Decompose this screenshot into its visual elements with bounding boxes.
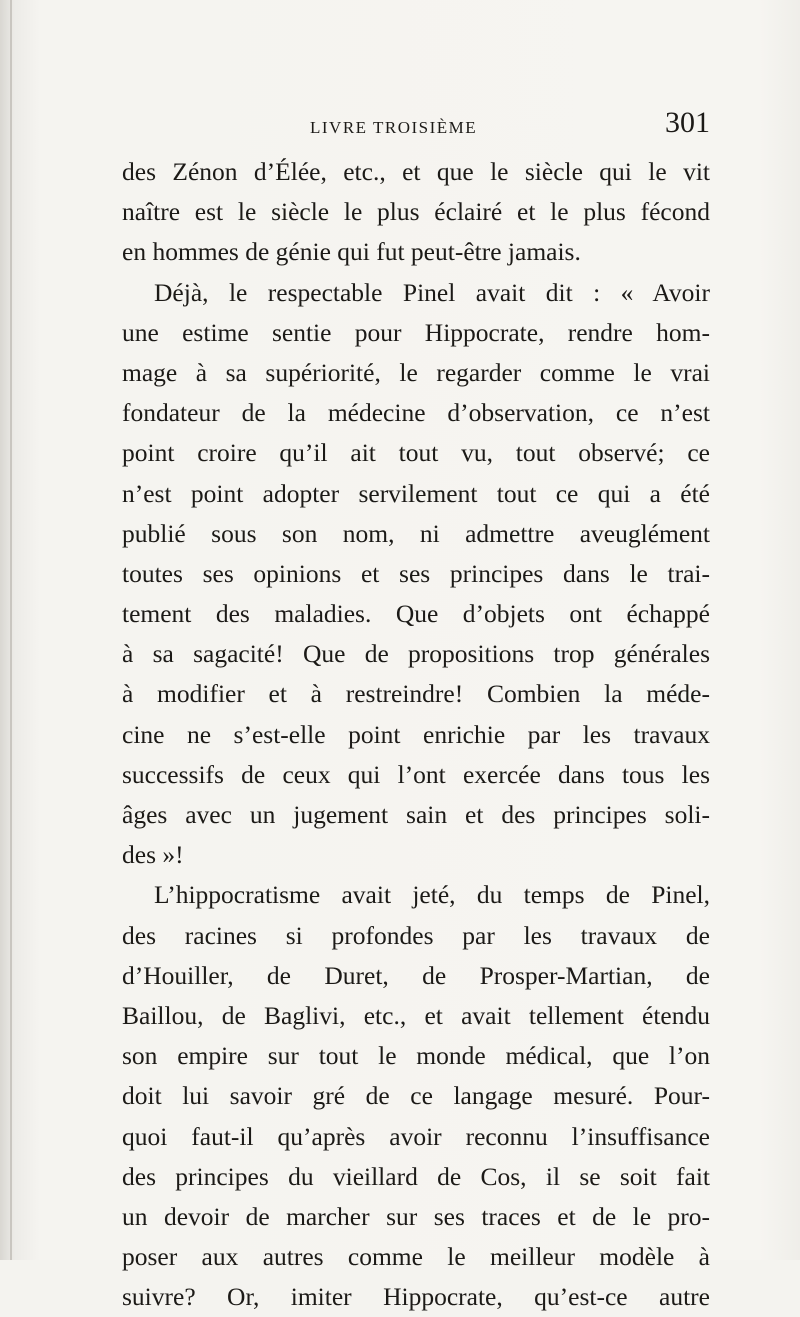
body-text [122,152,710,1317]
text-line: tement des maladies. Que d’objets ont échappé [122,599,710,629]
page-number: 301 [665,106,710,139]
text-line: des Zénon d’Élée, etc., et que le siècle qui le vit [122,157,710,186]
text-line: suivre? Or, imiter Hippocrate, qu’est-ce autre [122,1282,710,1312]
text-line: mage à sa supériorité, le regarder comme le vrai [122,357,710,387]
text-line: L’hippocratisme avait jeté, du temps de Pinel, [154,880,710,910]
text-line: des »! [122,840,184,870]
text-line: publié sous son nom, ni admettre aveuglément [122,518,710,548]
text-line: cine ne s’est-elle point enrichie par les travaux [122,719,710,749]
text-line: naître est le siècle le plus éclairé et le plus fécond [122,197,710,227]
text-line: Déjà, le respectable Pinel avait dit : « Avoir [154,277,710,307]
text-line: âges avec un jugement sain et des principes soli- [122,800,710,829]
text-line: successifs de ceux qui l’ont exercée dans tous les [122,759,710,789]
text-line: quoi faut-il qu’après avoir reconnu l’insuffisance [122,1121,710,1151]
text-line: une estime sentie pour Hippocrate, rendre hom- [122,317,710,347]
text-line: point croire qu’il ait tout vu, tout observé; ce [122,438,710,468]
text-line: à modifier et à restreindre! Combien la méde- [122,679,710,709]
text-line: son empire sur tout le monde médical, que l’on [122,1041,710,1071]
text-line: poser aux autres comme le meilleur modèle à [122,1242,710,1272]
running-title: LIVRE TROISIÈME [310,118,478,137]
text-line: n’est point adopter servilement tout ce qui a été [122,478,710,508]
page-gutter [10,0,12,1260]
text-line: des principes du vieillard de Cos, il se soit fait [122,1161,710,1191]
text-line: doit lui savoir gré de ce langage mesuré. Pour- [122,1081,710,1111]
text-line: des racines si profondes par les travaux de [122,920,710,950]
text-line: Baillou, de Baglivi, etc., et avait tellement étendu [122,1000,710,1030]
text-line: en hommes de génie qui fut peut-être jamais. [122,237,581,267]
text-line: d’Houiller, de Duret, de Prosper-Martian, de [122,960,710,990]
text-line: à sa sagacité! Que de propositions trop générales [122,639,710,669]
text-line: toutes ses opinions et ses principes dans le trai- [122,558,710,588]
text-line: fondateur de la médecine d’observation, ce n’est [122,398,710,428]
text-line: un devoir de marcher sur ses traces et de le pro- [122,1201,710,1231]
page-header [122,106,710,152]
